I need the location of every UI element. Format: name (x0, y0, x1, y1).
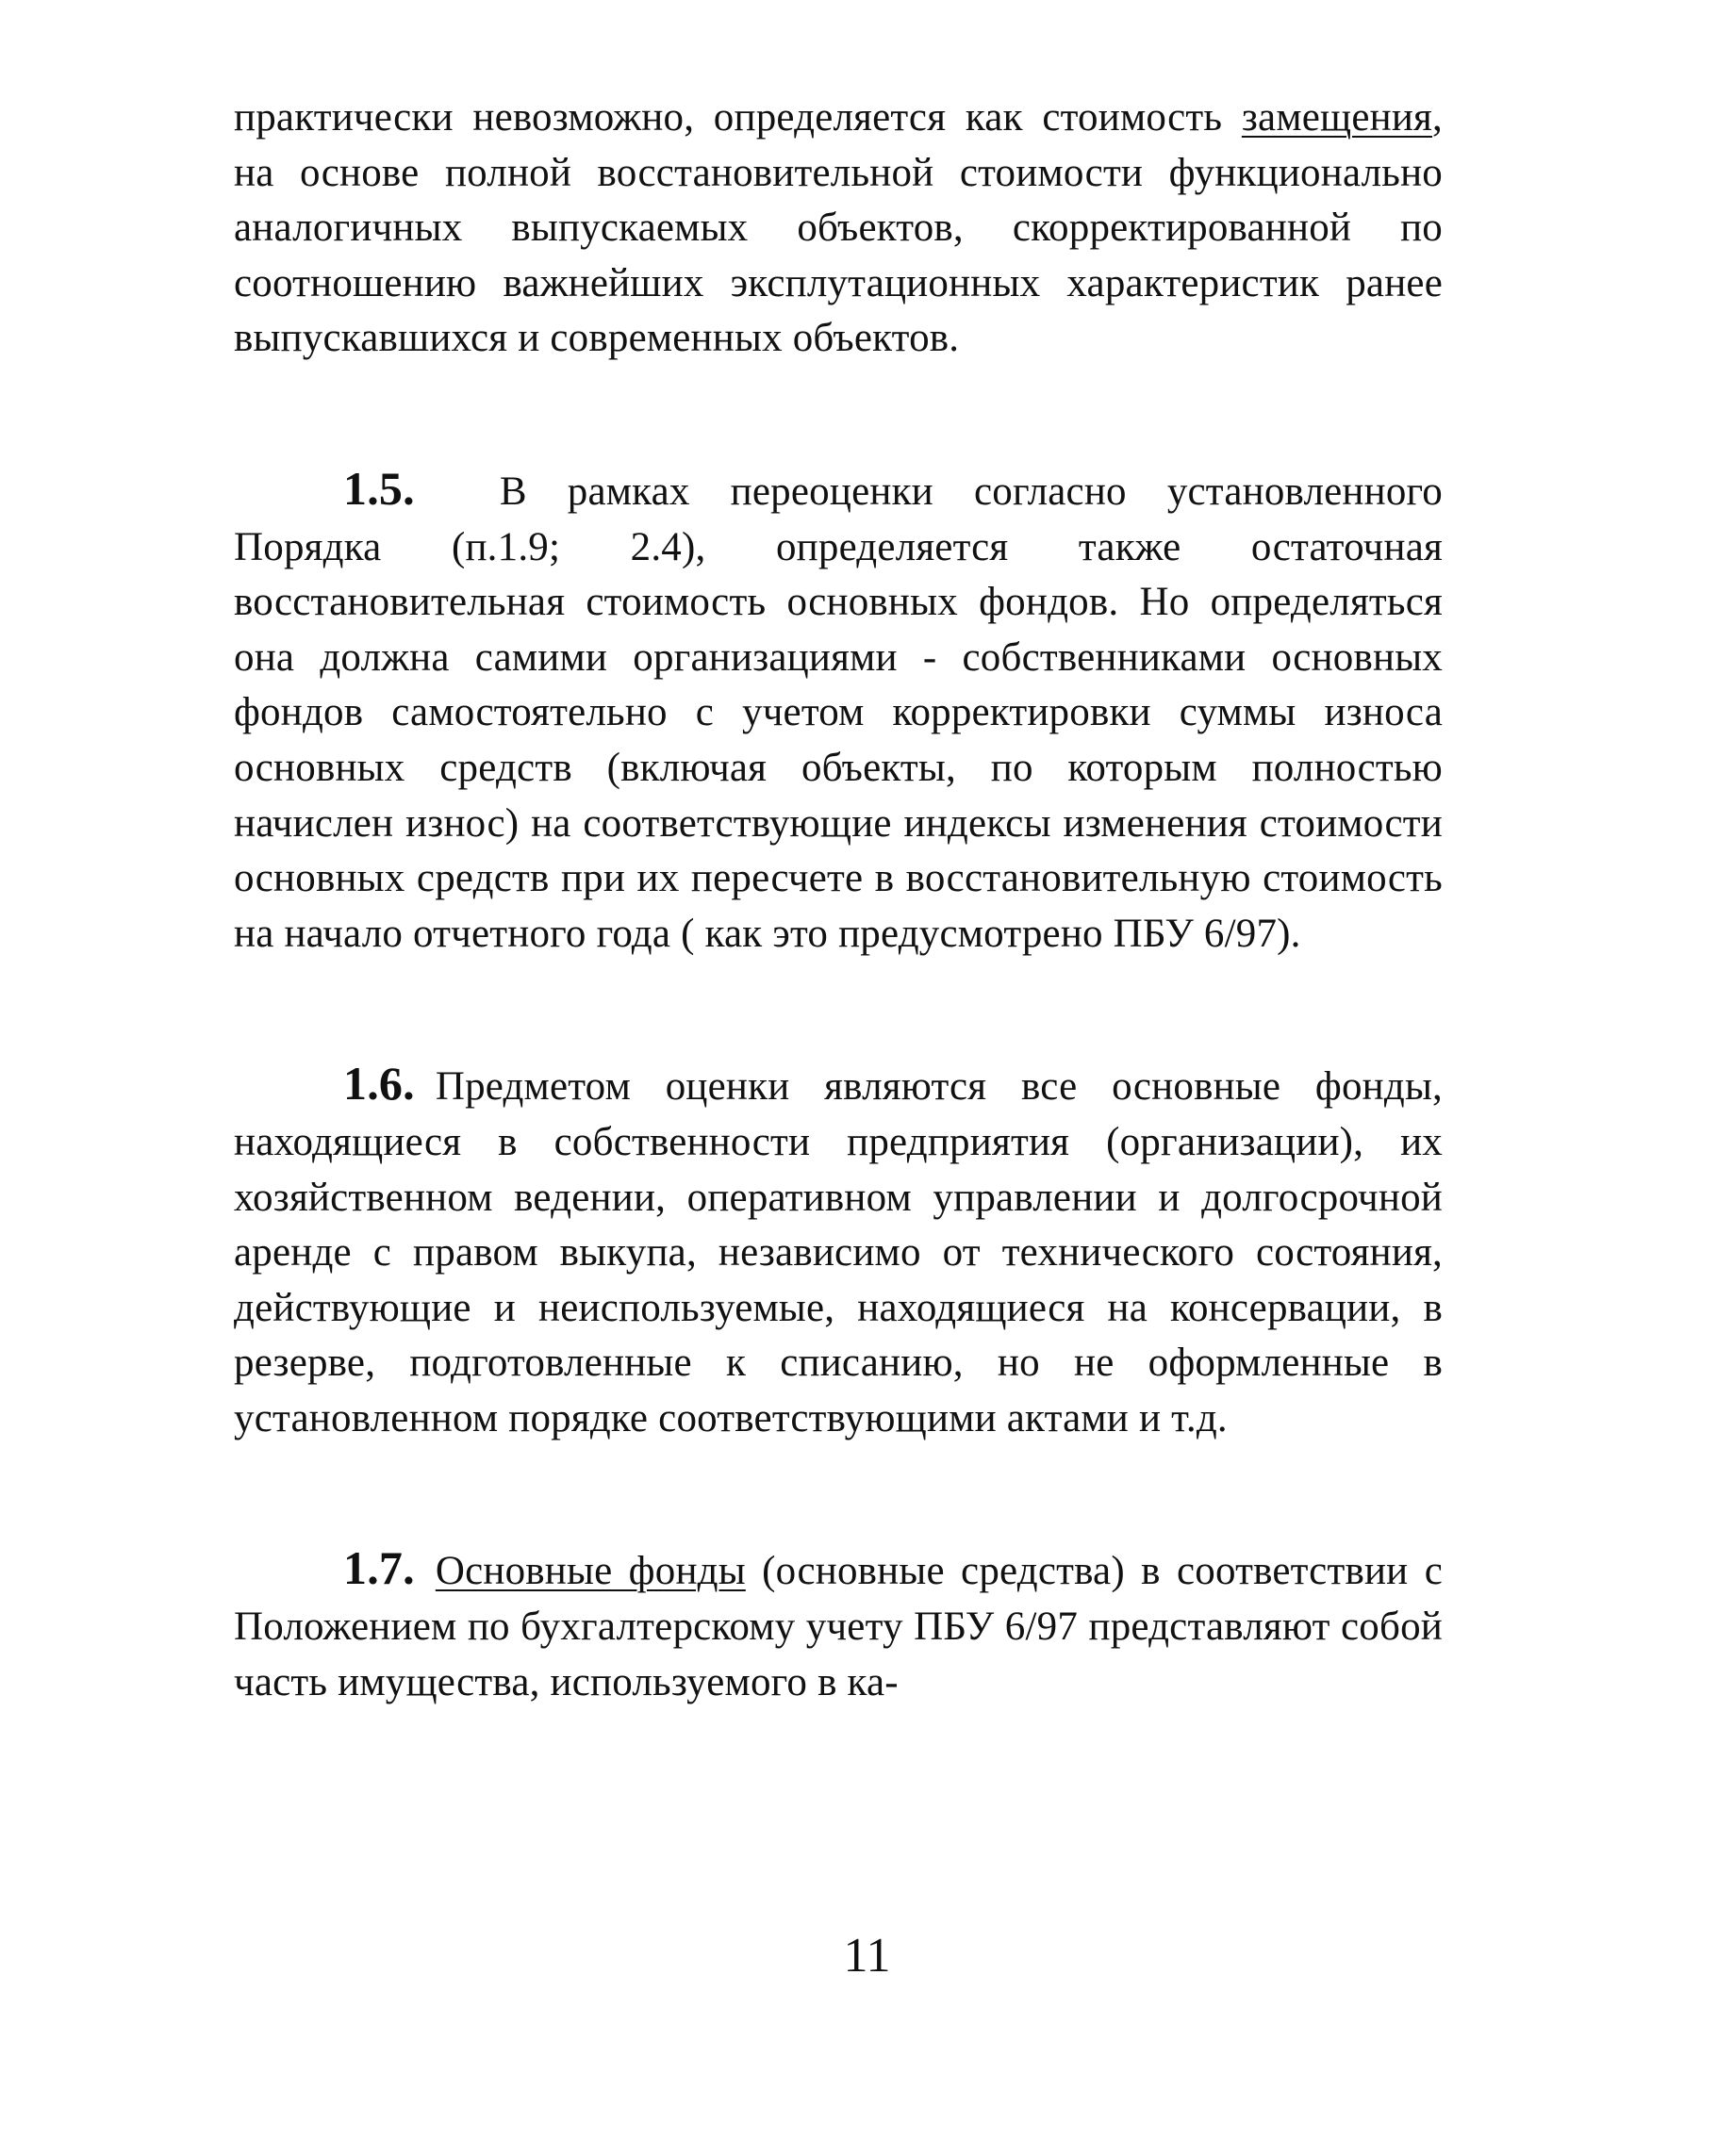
section-text: Предметом оценки являются все основные фонды, находящиеся в собственности предприятия (организации), их хозяйственном ведении, оперативном управлении и долгосрочной аренде с правом выкупа, независимо от технического состояния, действующие и неиспользуемые, находящиеся на консервации, в резерве, подготовленные к списанию, но не оформленные в установленном порядке соответствующими актами и т.д. (234, 1064, 1443, 1440)
underlined-term-replacement: замещения (1241, 95, 1433, 140)
section-number: 1.6. (343, 1057, 415, 1111)
section-text: В рамках переоценки согласно установленного Порядка (п.1.9; 2.4), определяется также остаточная восстановительная стоимость основных фондов. Но определяться она должна самими организациями - собственниками основных фондов самостоятельно с учетом корректировки суммы износа основных средств (включая объекты, по которым полностью начислен износ) на соответствующие индексы изменения стоимости основных средств при их пересчете в восстановительную стоимость на начало отчетного года ( как это предусмотрено ПБУ 6/97). (234, 469, 1443, 956)
underlined-term-fixed-assets: Основные фонды (435, 1549, 746, 1594)
section-number: 1.5. (343, 461, 415, 515)
page-number: 11 (843, 1929, 891, 1983)
section-1-7 (234, 1540, 1443, 1710)
intro-text-start: практически невозможно, определяется как стоимость (234, 95, 1242, 140)
section-text: (основные средства) в соответствии с Положением по бухгалтерскому учету ПБУ 6/97 представляют собой часть имущества, используемого в ка- (234, 1549, 1443, 1704)
intro-paragraph (234, 91, 1443, 367)
section-1-6 (234, 1056, 1443, 1446)
document-page (234, 91, 1443, 1710)
section-number: 1.7. (343, 1541, 415, 1595)
section-1-5 (234, 461, 1443, 962)
intro-text-end: , на основе полной восстановительной стоимости функционально аналогичных выпускаемых объектов, скорректированной по соотношению важнейших эксплутационных характеристик ранее выпускавшихся и современных объектов. (234, 95, 1443, 361)
